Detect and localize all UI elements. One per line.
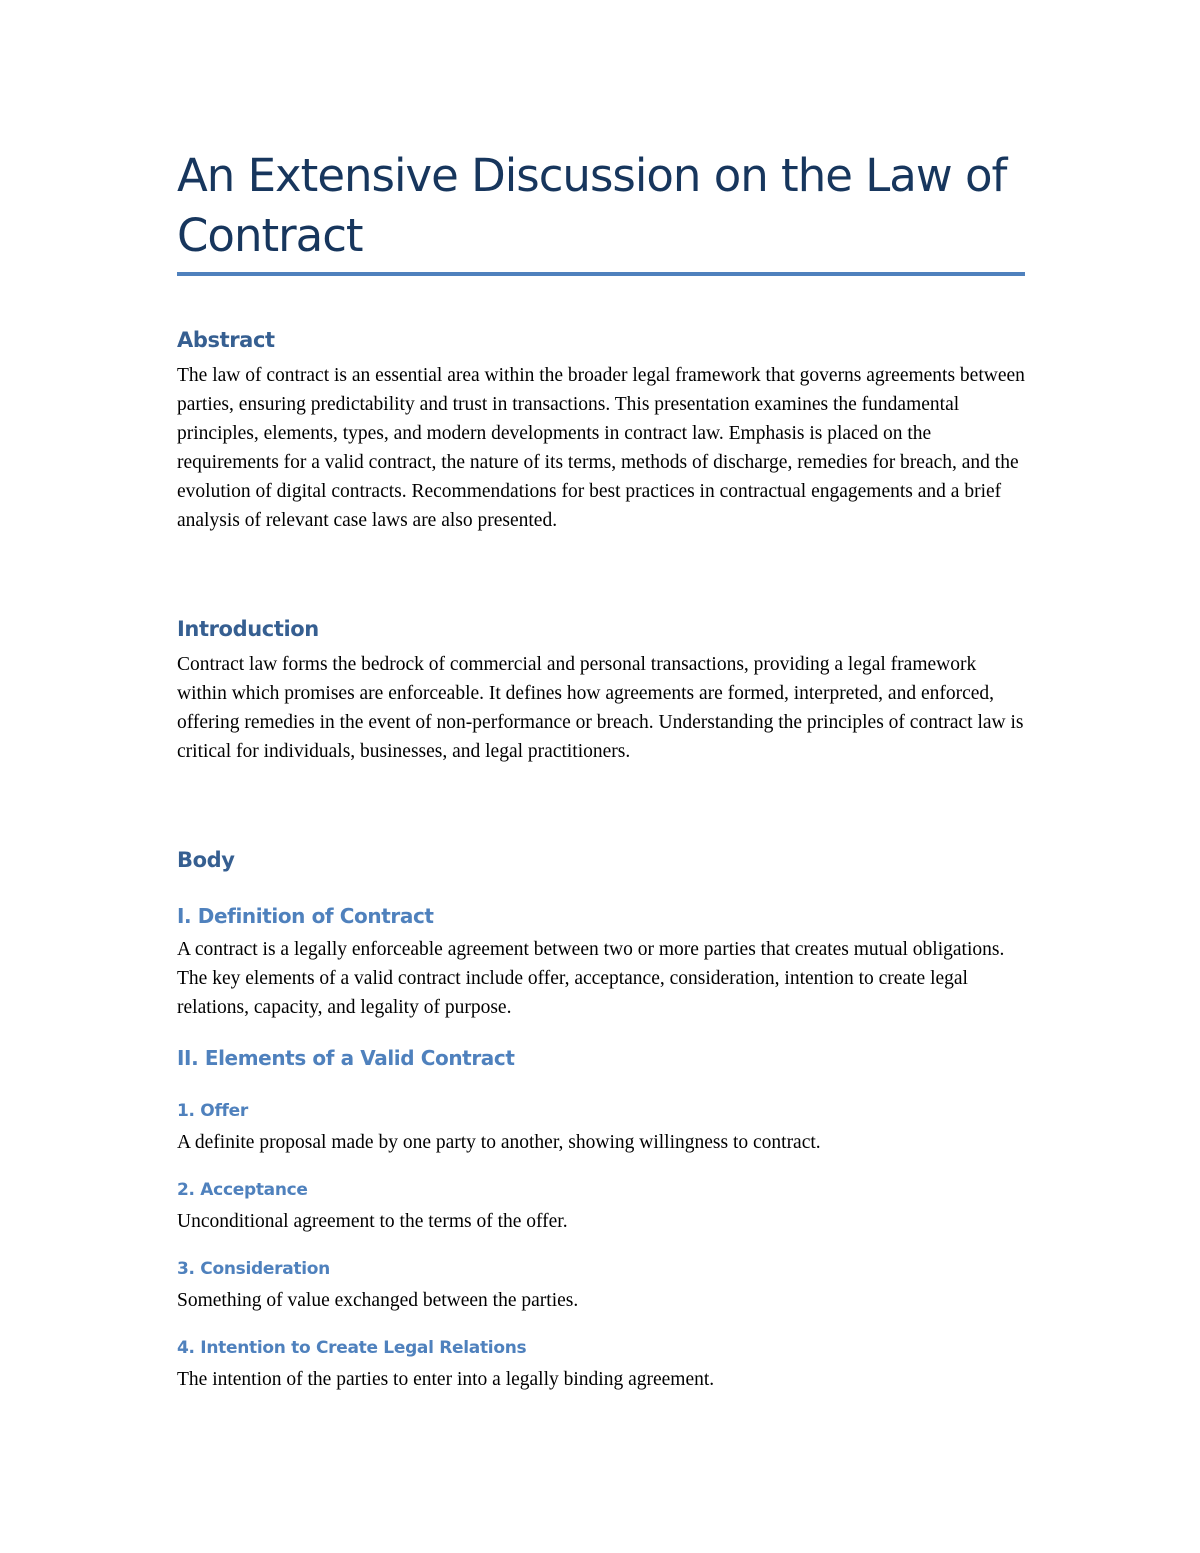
body-heading: Body [177,848,235,872]
abstract-text: The law of contract is an essential area within the broader legal framework that governs agreements between parties, ensuring predictability and trust in transactions. This presentation examines the fundamental principles, elements, types, and modern developments in contract law. Emphasis is placed on the requirements for a valid contract, the nature of its terms, methods of discharge, remedies for breach, and the evolution of digital contracts. Recommendations for best practices in contractual engagements and a brief analysis of relevant case laws are also presented. [177,365,1025,531]
introduction-text: Contract law forms the bedrock of commercial and personal transactions, providing a legal framework within which promises are enforceable. It defines how agreements are formed, interpreted, and enforced, offering remedies in the event of non-performance or breach. Understanding the principles of contract law is critical for individuals, businesses, and legal practitioners. [177,654,1024,762]
elements-heading: II. Elements of a Valid Contract [177,1046,515,1070]
element-acceptance-text: Unconditional agreement to the terms of the offer. [177,1211,568,1232]
element-acceptance-heading: 2. Acceptance [177,1180,308,1200]
definition-heading: I. Definition of Contract [177,904,434,928]
element-offer-heading: 1. Offer [177,1101,248,1121]
title-underline [177,272,1025,276]
element-intention-heading: 4. Intention to Create Legal Relations [177,1338,527,1358]
element-intention-text: The intention of the parties to enter into a legally binding agreement. [177,1369,715,1390]
introduction-heading: Introduction [177,617,319,641]
definition-text: A contract is a legally enforceable agreement between two or more parties that creates mutual obligations. The key elements of a valid contract include offer, acceptance, consideration, intention to create legal relations, capacity, and legality of purpose. [177,939,1005,1018]
element-offer-text: A definite proposal made by one party to another, showing willingness to contract. [177,1132,821,1153]
document-title: An Extensive Discussion on the Law of Contract [177,149,1007,262]
element-consideration-text: Something of value exchanged between the parties. [177,1290,579,1311]
abstract-heading: Abstract [177,328,275,352]
element-consideration-heading: 3. Consideration [177,1259,330,1279]
